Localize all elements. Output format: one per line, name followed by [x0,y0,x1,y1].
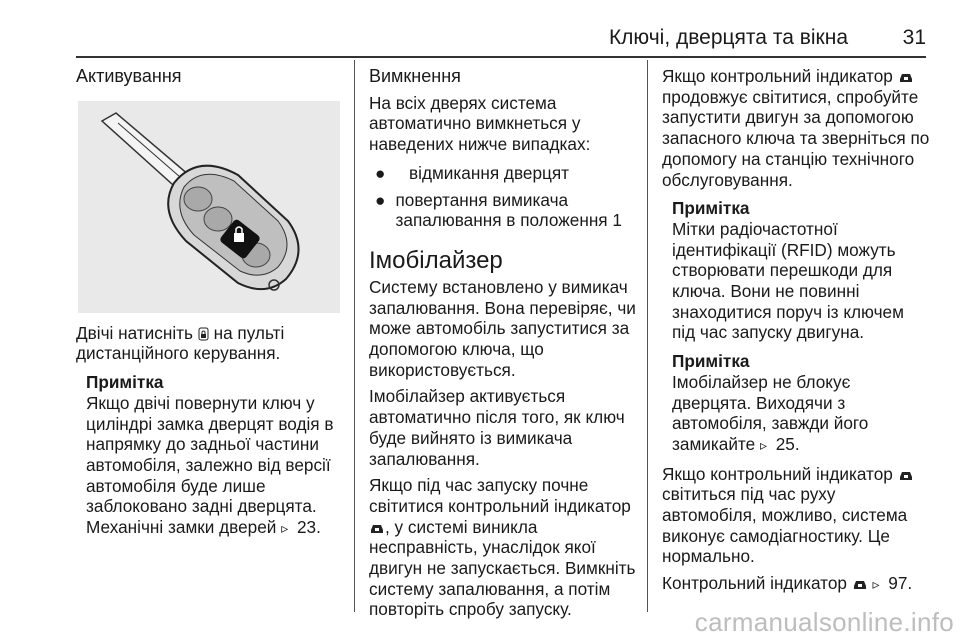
column-2 [369,60,639,620]
column-1 [76,60,346,539]
lock-icon [198,327,209,341]
column-divider [354,60,355,612]
header-title: Ключі, дверцята та вікна [608,26,848,49]
para-text-pre: Якщо контрольний індикатор [662,463,893,484]
immobilizer-para-3 [369,475,639,620]
section-heading-activation: Активування [76,66,182,86]
page-reference[interactable]: 97. [888,573,913,594]
triangle-arrow-icon: ▹ [759,436,767,453]
note-block [76,372,346,539]
page-reference[interactable]: 23. [296,517,321,538]
indicator-para-3 [662,573,930,595]
para-text-post: світиться під час руху автомобіля, можливо, система виконує самодіагностику. Це нормально. [662,484,908,567]
instruction-text-post: на пульті дистанційного керування. [76,322,285,364]
para-text-pre: Якщо під час запуску почне світитися контрольний індикатор [369,475,631,516]
page-reference[interactable]: 25. [775,433,800,454]
note-text: Мітки радіочастотної ідентифікації (RFID) можуть створювати перешкоди для ключа. Вони не повинні знаходитися поруч із ключем під час запуску двигуна. [672,218,904,343]
para-text-pre: Контрольний індикатор [662,573,847,594]
page-header [0,0,960,52]
para-text-post: продовжує світитися, спробуйте запустити двигун за допомогою запасного ключа та зверніться по допомогу на станцію технічного обслуговування. [662,86,930,190]
indicator-para-2 [662,464,930,568]
note-block [662,198,930,343]
page-number: 31 [902,26,926,49]
list-item [369,163,639,184]
triangle-arrow-icon: ▹ [281,520,289,537]
section-heading-immobilizer: Імобілайзер [369,246,503,274]
note-text [672,372,930,456]
immobilizer-para-2: Імобілайзер активується автоматично після того, як ключ буде вийнято із вимикача запалювання. [369,386,625,469]
activation-instruction [76,323,346,364]
note-text-body: Якщо двічі повернути ключ у циліндрі замка дверцят водія в напрямку до задньої частини автомобіля, залежно від версії автомобіля буде лише заблоковано задні дверцята. Механічні замки дверей [86,392,334,538]
bullet-dot: ● [375,162,386,183]
note-block [662,351,930,456]
indicator-para-1 [662,66,930,190]
triangle-arrow-icon: ▹ [872,576,880,593]
car-key-indicator-icon [898,71,914,83]
immobilizer-para-1: Систему встановлено у вимикач запалювання. Вона перевіряє, чи може автомобіль запуститися за допомогою ключа, що використовується. [369,276,636,380]
car-key-indicator-icon [852,578,868,590]
note-text-body: Імобілайзер не блокує дверцята. Виходячи з автомобіля, завжди його замикайте [672,371,869,454]
car-key-indicator-icon [898,469,914,481]
header-rule [76,56,926,58]
section-heading-deactivation: Вимкнення [369,66,461,86]
key-fob-illustration [78,101,340,313]
list-item-text: відмикання дверцят [409,162,570,183]
bullet-dot: ● [375,189,386,210]
para-text-pre: Якщо контрольний індикатор [662,66,893,86]
instruction-text-pre: Двічі натисніть [76,322,194,343]
column-divider [647,60,648,612]
list-item [369,190,639,231]
note-title: Примітка [672,351,750,372]
note-title: Примітка [672,198,750,219]
column-3 [662,60,930,595]
list-item-text: повертання вимикача запалювання в положення 1 [395,189,622,231]
note-text [86,393,346,539]
para-text-post: , у системі виникла несправність, унаслідок якої двигун не запускається. Вимкніть систему запалювання, а потім повторіть спробу запуску. [369,516,636,620]
note-title: Примітка [86,372,164,393]
watermark: carmanualsonline.info [694,607,954,637]
deactivation-intro: На всіх дверях система автоматично вимкнеться у наведених нижче випадках: [369,92,591,155]
car-key-indicator-icon [369,522,385,534]
